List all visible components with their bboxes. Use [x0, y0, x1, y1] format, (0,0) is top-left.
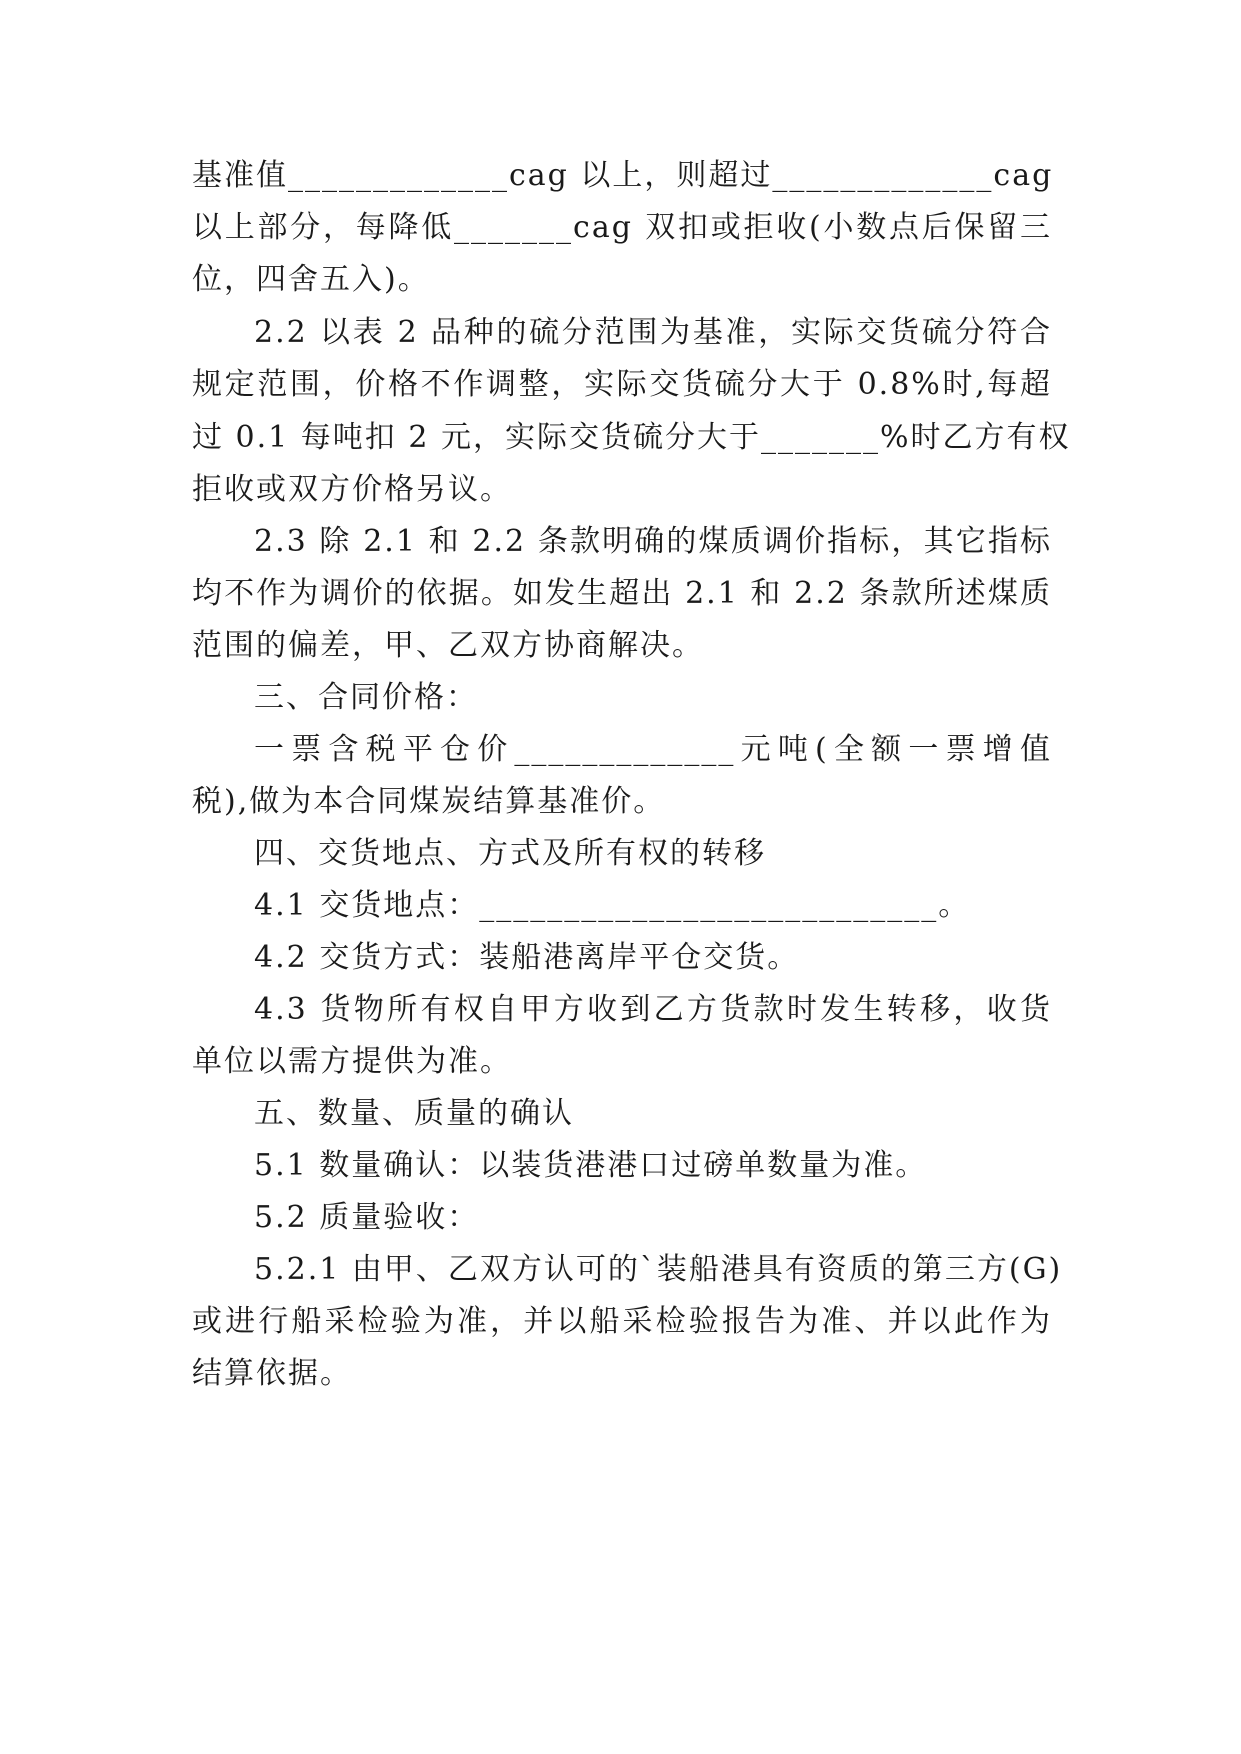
section-heading: 四、交货地点、方式及所有权的转移	[254, 836, 766, 871]
text-line: 范围的偏差，甲、乙双方协商解决。	[192, 628, 704, 663]
text-line: 均不作为调价的依据。如发生超出 2.1 和 2.2 条款所述煤质	[192, 576, 1052, 611]
text-line: 位，四舍五入)。	[192, 262, 430, 297]
text-line: 规定范围，价格不作调整，实际交货硫分大于 0.8%时,每超	[192, 367, 1052, 402]
section-heading: 五、数量、质量的确认	[254, 1096, 574, 1131]
text-line: 2.3 除 2.1 和 2.2 条款明确的煤质调价指标，其它指标	[254, 524, 1052, 559]
text-line: 2.2 以表 2 品种的硫分范围为基准，实际交货硫分符合	[254, 315, 1052, 350]
text-line: 5.2 质量验收：	[254, 1200, 480, 1235]
text-line: 以上部分，每降低_______cag 双扣或拒收(小数点后保留三	[192, 210, 1052, 245]
text-line: 5.2.1 由甲、乙双方认可的`装船港具有资质的第三方(G)	[254, 1252, 1063, 1287]
text-line: 基准值_____________cag 以上，则超过_____________cag	[192, 158, 1054, 193]
text-line: 4.1 交货地点：___________________________。	[254, 888, 971, 923]
text-line: 过 0.1 每吨扣 2 元，实际交货硫分大于_______%时乙方有权	[192, 420, 1071, 455]
text-line: 一票含税平仓价_____________元吨(全额一票增值	[254, 732, 1052, 767]
text-line: 5.1 数量确认：以装货港港口过磅单数量为准。	[254, 1148, 928, 1183]
text-line: 结算依据。	[192, 1356, 352, 1391]
text-line: 单位以需方提供为准。	[192, 1044, 512, 1079]
text-line: 或进行船采检验为准，并以船采检验报告为准、并以此作为	[192, 1304, 1052, 1339]
section-heading: 三、合同价格：	[254, 680, 478, 715]
text-line: 4.3 货物所有权自甲方收到乙方货款时发生转移，收货	[254, 992, 1052, 1027]
text-line: 4.2 交货方式：装船港离岸平仓交货。	[254, 940, 800, 975]
text-line: 拒收或双方价格另议。	[192, 472, 512, 507]
text-line: 税),做为本合同煤炭结算基准价。	[192, 784, 666, 819]
